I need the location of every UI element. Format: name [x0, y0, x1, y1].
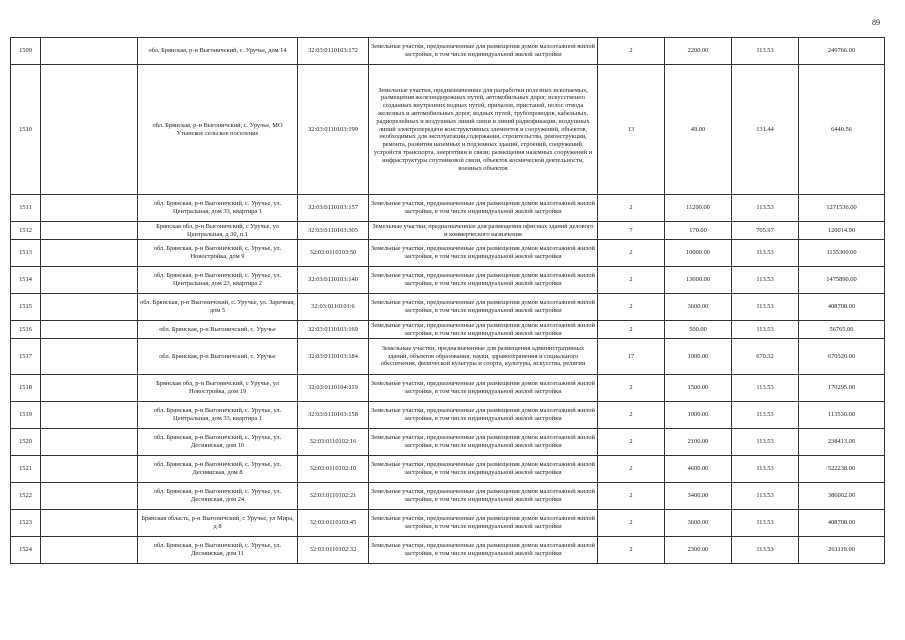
group-code-cell: 2	[598, 267, 665, 294]
cadastral-number-cell: 32:03:0110102:32	[298, 537, 369, 564]
table-row	[11, 294, 885, 321]
cadastral-number-cell: 32:03:0110104:119	[298, 375, 369, 402]
row-number-cell: 1522	[11, 483, 41, 510]
cadastral-number-cell: 32:03:0110103:184	[298, 339, 369, 375]
area-cell: 3600.00	[665, 510, 732, 537]
area-cell: 11200.00	[665, 195, 732, 222]
table-row	[11, 267, 885, 294]
table-row	[11, 240, 885, 267]
empty-cell	[41, 294, 138, 321]
area-cell: 4600.00	[665, 456, 732, 483]
group-code-cell: 2	[598, 456, 665, 483]
area-cell: 2200.00	[665, 38, 732, 65]
table-row	[11, 65, 885, 195]
row-number-cell: 1512	[11, 222, 41, 240]
cadastral-value-cell: 1475890.00	[799, 267, 885, 294]
cadastral-value-cell: 113530.00	[799, 402, 885, 429]
empty-cell	[41, 321, 138, 339]
cadastral-value-cell: 1135300.00	[799, 240, 885, 267]
address-cell: обл. Брянская, р-н Выгоничский, с. Уручье	[138, 321, 298, 339]
address-cell: обл. Брянская, р-н Выгоничский, с. Уручье, ул. Десняиская, дом 16	[138, 429, 298, 456]
empty-cell	[41, 456, 138, 483]
row-number-cell: 1524	[11, 537, 41, 564]
cadastral-value-cell: 408708.00	[799, 510, 885, 537]
empty-cell	[41, 240, 138, 267]
land-purpose-cell: Земельные участки, предназначенные для размещения домов малоэтажной жилой застройки, в том числе индивидуальной жилой застройки	[369, 483, 598, 510]
group-code-cell: 2	[598, 483, 665, 510]
land-purpose-cell: Земельные участки, предназначенные для разработки полезных ископаемых, размещения железнодорожных путей, автомобильных дорог, искусственно созданных внутренних водных путей, причалов, пристаней, полос отвода железных и автомобильных дорог, водных путей, трубопроводов, кабельных, радиорелейных и воздушных линий связи и линий радиофикации, воздушных линий электропередачи конструктивных элементов и сооружений, объектов, необходимых для эксплуатации,содержания, строительства, реконструкции, ремонта, развития наземных и подземных зданий, строений, сооружений, устройств транспорта, энергетики и связи; размещения наземных сооружений и инфраструктуры спутниковой связи, объектов космической деятельности, военных объектов	[369, 65, 598, 195]
empty-cell	[41, 375, 138, 402]
table-row	[11, 483, 885, 510]
group-code-cell: 2	[598, 537, 665, 564]
cadastral-number-cell: 32:03:0110103:169	[298, 321, 369, 339]
address-cell: обл. Брянская, р-н Выгоничский, с. Уручье, ул. Заречная, дом 5	[138, 294, 298, 321]
table-row	[11, 339, 885, 375]
table-row	[11, 429, 885, 456]
row-number-cell: 1516	[11, 321, 41, 339]
specific-value-cell: 113.53	[732, 375, 799, 402]
specific-value-cell: 113.53	[732, 402, 799, 429]
row-number-cell: 1523	[11, 510, 41, 537]
specific-value-cell: 670.32	[732, 339, 799, 375]
area-cell: 1000.00	[665, 339, 732, 375]
specific-value-cell: 113.53	[732, 195, 799, 222]
area-cell: 500.00	[665, 321, 732, 339]
row-number-cell: 1515	[11, 294, 41, 321]
specific-value-cell: 113.53	[732, 240, 799, 267]
area-cell: 13000.00	[665, 267, 732, 294]
area-cell: 3600.00	[665, 294, 732, 321]
land-purpose-cell: Земельные участки, предназначенные для размещения домов малоэтажной жилой застройки, в том числе индивидуальной жилой застройки	[369, 321, 598, 339]
cadastral-number-cell: 32:03:0110103:158	[298, 402, 369, 429]
cadastral-value-cell: 238413.00	[799, 429, 885, 456]
empty-cell	[41, 510, 138, 537]
specific-value-cell: 113.53	[732, 294, 799, 321]
cadastral-number-cell: 32:03:0110103:45	[298, 510, 369, 537]
address-cell: обл. Брянская, р-н Выгоничский, с. Уручье, ул. Десняиская, дом 8	[138, 456, 298, 483]
address-cell: обл. Брянская, р-н Выгоничский, с. Уручье, ул. Центральная, дом 23, квартира 2	[138, 267, 298, 294]
cadastral-number-cell: 32:03:0110102:10	[298, 456, 369, 483]
empty-cell	[41, 267, 138, 294]
group-code-cell: 17	[598, 339, 665, 375]
address-cell: Брянская область, р-н Выгоничский, с Уручье, ул Мира, д 8	[138, 510, 298, 537]
table-row	[11, 321, 885, 339]
land-purpose-cell: Земельные участки, предназначенные для размещения домов малоэтажной жилой застройки, в том числе индивидуальной жилой застройки	[369, 375, 598, 402]
page-number: 89	[872, 18, 880, 27]
area-cell: 49.00	[665, 65, 732, 195]
cadastral-value-cell: 249766.00	[799, 38, 885, 65]
cadastral-number-cell: 32:03:0110103:157	[298, 195, 369, 222]
group-code-cell: 2	[598, 402, 665, 429]
address-cell: обл. Брянская, р-н Выгоничский, с. Уручье, МО Утынское сельское поселение	[138, 65, 298, 195]
specific-value-cell: 113.53	[732, 537, 799, 564]
empty-cell	[41, 222, 138, 240]
empty-cell	[41, 195, 138, 222]
cadastral-value-cell: 1271536.00	[799, 195, 885, 222]
land-purpose-cell: Земельные участки, предназначенные для размещения домов малоэтажной жилой застройки, в том числе индивидуальной жилой застройки	[369, 267, 598, 294]
table-row	[11, 510, 885, 537]
cadastral-number-cell: 32:03:0110101:6	[298, 294, 369, 321]
specific-value-cell: 113.53	[732, 38, 799, 65]
group-code-cell: 2	[598, 510, 665, 537]
cadastral-value-cell: 522238.00	[799, 456, 885, 483]
row-number-cell: 1517	[11, 339, 41, 375]
address-cell: обл. Брянская, р-н Выгоничский, с. Уручье, ул. Десняиская, дом 24	[138, 483, 298, 510]
group-code-cell: 2	[598, 429, 665, 456]
empty-cell	[41, 38, 138, 65]
cadastral-number-cell: 32:03:0110103:199	[298, 65, 369, 195]
group-code-cell: 2	[598, 321, 665, 339]
table-row	[11, 402, 885, 429]
row-number-cell: 1511	[11, 195, 41, 222]
table-row	[11, 456, 885, 483]
specific-value-cell: 113.53	[732, 456, 799, 483]
row-number-cell: 1518	[11, 375, 41, 402]
specific-value-cell: 705.97	[732, 222, 799, 240]
cadastral-number-cell: 32:03:0110103:305	[298, 222, 369, 240]
address-cell: обл. Брянская, р-н Выгоничский, с. Уручье, ул. Центральная, дом 33, квартира 1	[138, 402, 298, 429]
area-cell: 2300.00	[665, 537, 732, 564]
address-cell: обл. Брянская, р-н Выгоничский, с. Уручье	[138, 339, 298, 375]
group-code-cell: 2	[598, 294, 665, 321]
specific-value-cell: 131.44	[732, 65, 799, 195]
land-purpose-cell: Земельные участки, предназначенные для размещения административных зданий, объектов образования, науки, здравоохранения и социального обеспечения, физической культуры и спорта, культуры, искусства, религии	[369, 339, 598, 375]
group-code-cell: 7	[598, 222, 665, 240]
land-purpose-cell: Земельные участки, предназначенные для размещения домов малоэтажной жилой застройки, в том числе индивидуальной жилой застройки	[369, 510, 598, 537]
table-body	[11, 38, 885, 564]
specific-value-cell: 113.53	[732, 483, 799, 510]
group-code-cell: 2	[598, 375, 665, 402]
row-number-cell: 1510	[11, 65, 41, 195]
group-code-cell: 13	[598, 65, 665, 195]
row-number-cell: 1521	[11, 456, 41, 483]
land-purpose-cell: Земельные участки, предназначенные для размещения домов малоэтажной жилой застройки, в том числе индивидуальной жилой застройки	[369, 456, 598, 483]
cadastral-value-cell: 120014.90	[799, 222, 885, 240]
address-cell: обл. Брянская, р-н Выгоничский, с. Уручье, дом 14	[138, 38, 298, 65]
land-purpose-cell: Земельные участки, предназначенные для размещения домов малоэтажной жилой застройки, в том числе индивидуальной жилой застройки	[369, 38, 598, 65]
address-cell: обл. Брянская, р-н Выгоничский, с. Уручье, ул. Десняиская, дом 11	[138, 537, 298, 564]
land-purpose-cell: Земельные участки, предназначенные для размещения домов малоэтажной жилой застройки, в том числе индивидуальной жилой застройки	[369, 294, 598, 321]
cadastral-value-cell: 670320.00	[799, 339, 885, 375]
cadastral-value-cell: 386002.00	[799, 483, 885, 510]
specific-value-cell: 113.53	[732, 429, 799, 456]
specific-value-cell: 113.53	[732, 321, 799, 339]
cadastral-number-cell: 32:03:0110103:140	[298, 267, 369, 294]
empty-cell	[41, 402, 138, 429]
area-cell: 10000.00	[665, 240, 732, 267]
table-row	[11, 38, 885, 65]
land-registry-table	[10, 37, 885, 564]
specific-value-cell: 113.53	[732, 510, 799, 537]
cadastral-number-cell: 32:03:0110103:50	[298, 240, 369, 267]
address-cell: Брянская обл, р-н Выгоничский, с Уручье, ул Новостройка, дом 19	[138, 375, 298, 402]
group-code-cell: 2	[598, 38, 665, 65]
table-row	[11, 537, 885, 564]
row-number-cell: 1513	[11, 240, 41, 267]
area-cell: 1500.00	[665, 375, 732, 402]
land-purpose-cell: Земельные участки, предназначенные для размещения домов малоэтажной жилой застройки, в том числе индивидуальной жилой застройки	[369, 240, 598, 267]
table-row	[11, 195, 885, 222]
table-row	[11, 222, 885, 240]
land-purpose-cell: Земельные участки, предназначенные для размещения домов малоэтажной жилой застройки, в том числе индивидуальной жилой застройки	[369, 195, 598, 222]
land-purpose-cell: Земельные участки, предназначенные для размещения домов малоэтажной жилой застройки, в том числе индивидуальной жилой застройки	[369, 402, 598, 429]
cadastral-value-cell: 261119.00	[799, 537, 885, 564]
cadastral-number-cell: 32:03:0110103:172	[298, 38, 369, 65]
row-number-cell: 1514	[11, 267, 41, 294]
land-purpose-cell: Земельные участки, предназначенные для размещения домов малоэтажной жилой застройки, в том числе индивидуальной жилой застройки	[369, 537, 598, 564]
land-purpose-cell: Земельные участки, предназначенные для размещения домов малоэтажной жилой застройки, в том числе индивидуальной жилой застройки	[369, 429, 598, 456]
cadastral-number-cell: 32:03:0110102:16	[298, 429, 369, 456]
group-code-cell: 2	[598, 195, 665, 222]
table-row	[11, 375, 885, 402]
empty-cell	[41, 429, 138, 456]
area-cell: 2100.00	[665, 429, 732, 456]
land-purpose-cell: Земельные участки, предназначенные для размещения офисных зданий делового и коммерческого назначения	[369, 222, 598, 240]
cadastral-value-cell: 6440.56	[799, 65, 885, 195]
row-number-cell: 1520	[11, 429, 41, 456]
cadastral-value-cell: 170295.00	[799, 375, 885, 402]
area-cell: 170.00	[665, 222, 732, 240]
cadastral-value-cell: 56765.00	[799, 321, 885, 339]
empty-cell	[41, 339, 138, 375]
area-cell: 1000.00	[665, 402, 732, 429]
row-number-cell: 1519	[11, 402, 41, 429]
empty-cell	[41, 65, 138, 195]
specific-value-cell: 113.53	[732, 267, 799, 294]
empty-cell	[41, 537, 138, 564]
cadastral-value-cell: 408708.00	[799, 294, 885, 321]
area-cell: 3400.00	[665, 483, 732, 510]
row-number-cell: 1509	[11, 38, 41, 65]
group-code-cell: 2	[598, 240, 665, 267]
cadastral-number-cell: 32:03:0110102:21	[298, 483, 369, 510]
address-cell: обл. Брянская, р-н Выгоничский, с. Уручье, ул. Новостройка, дом 9	[138, 240, 298, 267]
address-cell: обл. Брянская, р-н Выгоничский, с. Уручье, ул. Центральная, дом 33, квартира 1	[138, 195, 298, 222]
empty-cell	[41, 483, 138, 510]
address-cell: Брянская обл, р-н Выгоничский, с Уручье, ул Центральная, д 30, п.1	[138, 222, 298, 240]
